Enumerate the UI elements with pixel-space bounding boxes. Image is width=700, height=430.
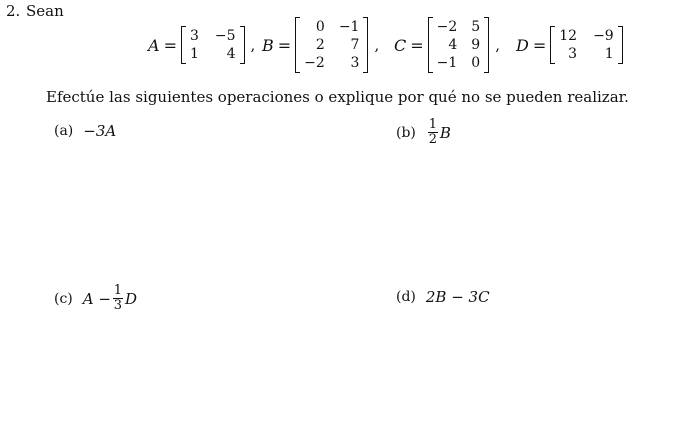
fraction-numerator: 1 bbox=[113, 283, 123, 298]
matrix-b-cell: 3 bbox=[350, 55, 360, 71]
instruction-text: Efectúe las siguientes operaciones o explique por qué no se pueden realizar. bbox=[46, 88, 629, 106]
matrix-c-cell: −1 bbox=[436, 55, 458, 71]
equals-sign: = bbox=[410, 35, 424, 55]
matrix-a-cell: 4 bbox=[226, 46, 236, 62]
fraction-numerator: 1 bbox=[428, 117, 438, 132]
equals-sign: = bbox=[532, 35, 547, 55]
item-c bbox=[54, 284, 137, 313]
item-a-expression: −3A bbox=[83, 122, 117, 140]
matrix-b-cell: −2 bbox=[304, 55, 325, 71]
item-b-variable: B bbox=[439, 123, 451, 142]
matrix-d-cell: 1 bbox=[604, 46, 614, 62]
separator-comma: , bbox=[250, 36, 256, 54]
matrix-c-cell: 4 bbox=[448, 37, 458, 53]
matrix-d-cell: −9 bbox=[593, 28, 614, 44]
matrix-a-cell: 1 bbox=[189, 46, 199, 62]
item-c-label: (c) bbox=[54, 290, 73, 307]
problem-intro: Sean bbox=[26, 2, 64, 20]
fraction-denominator: 2 bbox=[428, 132, 438, 147]
matrix-b-cell: 7 bbox=[350, 37, 360, 53]
item-c-expression bbox=[83, 284, 137, 313]
matrix-c-cell: 5 bbox=[471, 19, 481, 35]
matrix-b-cell: −1 bbox=[338, 19, 360, 35]
matrix-d-name: D bbox=[516, 35, 529, 55]
matrix-a-cell: −5 bbox=[214, 28, 236, 44]
matrix-d-cell: 12 bbox=[559, 28, 578, 44]
matrix-c-cell: −2 bbox=[436, 19, 458, 35]
fraction-one-third bbox=[113, 284, 123, 313]
matrix-b-definition bbox=[262, 16, 379, 74]
item-a-label: (a) bbox=[54, 123, 74, 139]
matrix-d bbox=[550, 26, 622, 64]
separator-comma: , bbox=[374, 36, 380, 54]
matrix-a-definition bbox=[148, 16, 255, 74]
item-d-label: (d) bbox=[396, 289, 416, 305]
matrix-c bbox=[428, 17, 490, 73]
matrix-c-name: C bbox=[394, 35, 407, 55]
item-c-prefix: A − bbox=[82, 289, 111, 308]
equals-sign: = bbox=[277, 35, 292, 55]
matrix-c-cell: 0 bbox=[471, 55, 481, 71]
matrix-b-cell: 0 bbox=[315, 19, 325, 35]
item-b bbox=[396, 118, 451, 147]
matrix-a bbox=[181, 26, 245, 64]
item-a bbox=[54, 122, 116, 140]
matrix-b-name: B bbox=[262, 35, 274, 55]
matrix-d-definition bbox=[516, 16, 623, 74]
problem-number: 2. bbox=[6, 2, 21, 20]
matrix-d-cell: 3 bbox=[568, 46, 578, 62]
fraction-denominator: 3 bbox=[113, 298, 123, 313]
equals-sign: = bbox=[163, 35, 177, 55]
fraction-one-half bbox=[428, 118, 438, 147]
item-d-expression: 2B − 3C bbox=[425, 288, 490, 306]
item-d bbox=[396, 288, 490, 306]
separator-comma: , bbox=[495, 36, 500, 54]
matrix-c-definition bbox=[394, 16, 500, 74]
matrix-c-cell: 9 bbox=[471, 37, 481, 53]
item-b-label: (b) bbox=[396, 124, 416, 141]
matrix-a-name: A bbox=[148, 35, 160, 55]
matrix-b-cell: 2 bbox=[315, 37, 325, 53]
item-b-expression bbox=[426, 118, 451, 147]
item-c-variable: D bbox=[124, 289, 137, 308]
matrix-a-cell: 3 bbox=[189, 28, 199, 44]
matrix-b bbox=[295, 17, 368, 73]
